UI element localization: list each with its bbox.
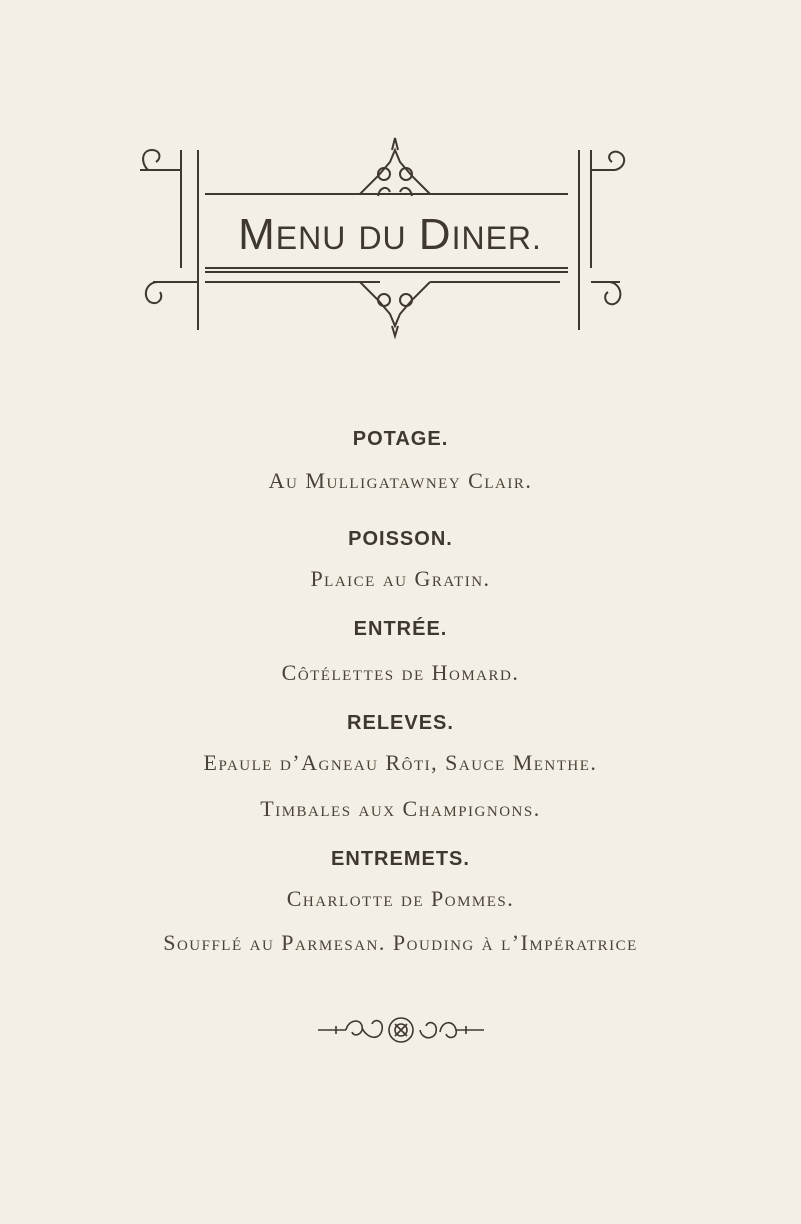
course-heading-entremets: ENTREMETS. xyxy=(331,848,470,870)
title-rest-iner: INER. xyxy=(451,220,542,256)
dish-releves-2: Timbales aux Champignons. xyxy=(260,796,541,821)
page-title xyxy=(200,210,580,260)
title-rest-enu: ENU xyxy=(275,220,347,256)
dish-entremets-2: Soufflé au Parmesan. Pouding à l’Impératrice xyxy=(163,930,638,955)
header-frame xyxy=(0,0,801,340)
dish-poisson-1: Plaice au Gratin. xyxy=(310,566,491,591)
dish-potage-1: Au Mulligatawney Clair. xyxy=(268,468,533,493)
title-du: DU xyxy=(358,220,407,256)
dish-entree-1: Côtélettes de Homard. xyxy=(281,660,520,685)
course-heading-entree: ENTRÉE. xyxy=(353,618,448,640)
title-cap-m: M xyxy=(238,210,276,259)
dish-entremets-1: Charlotte de Pommes. xyxy=(286,886,515,911)
course-heading-poisson: POISSON. xyxy=(348,528,453,550)
title-cap-d: D xyxy=(418,210,452,259)
dish-releves-1: Epaule d’Agneau Rôti, Sauce Menthe. xyxy=(203,750,598,775)
course-heading-potage: POTAGE. xyxy=(352,428,449,450)
footer-flourish-ornament xyxy=(316,1010,486,1050)
course-heading-releves: RELEVES. xyxy=(347,712,454,734)
